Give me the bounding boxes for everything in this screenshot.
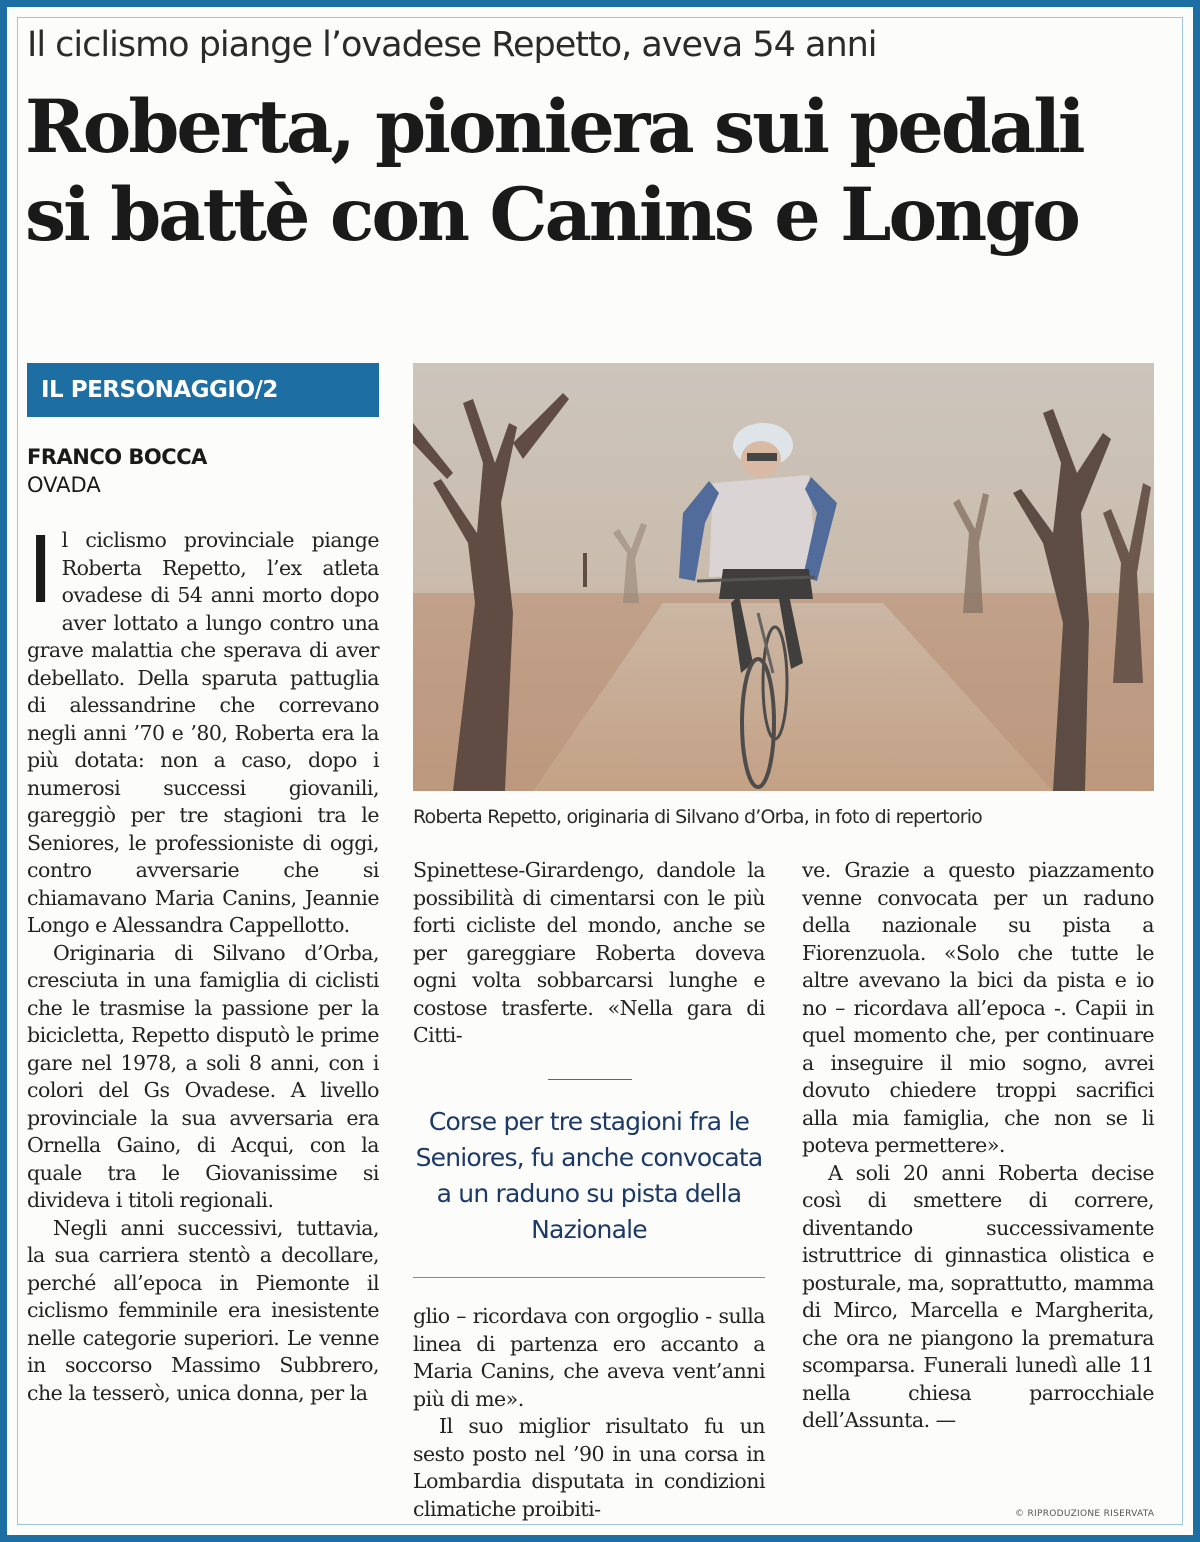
paragraph: Originaria di Silvano d’Orba, cresciuta in una famiglia di ciclisti che le trasmise la passione per la bicicletta, Repetto disputò le prime gare nel 1978, a soli 8 anni, con i colori del Gs Ovadese. A livello provinciale la sua avversaria era Ornella Gaino, di Acqui, con la quale tra le Giovanissime si divideva i titoli regionali.: [27, 940, 379, 1212]
article-kicker: Il ciclismo piange l’ovadese Repetto, aveva 54 anni: [27, 25, 877, 65]
drop-cap: I: [27, 517, 54, 624]
paragraph: Negli anni successivi, tuttavia, la sua carriera stentò a decollare, perché all’epoca in Piemonte il ciclismo femminile era inesistente nelle categorie superiori. Le venne in soccorso Massimo Subbrero, che la tesserò, unica donna, per la: [27, 1215, 379, 1405]
headline-line-2: si battè con Canins e Longo: [25, 172, 1078, 258]
author-byline: FRANCO BOCCA: [27, 445, 207, 469]
column-1: [27, 517, 379, 1407]
paragraph: ve. Grazie a questo piazzamento venne convocata per un raduno della nazionale su pista a Fiorenzuola. «Solo che tutte le altre avevano la bici da pista e io no – ricordava all’epoca -. Capii in quel momento che, per continuare a inseguire il mio sogno, avrei dovuto chiedere troppi sacrifici alla mia famiglia, che non se li poteva permettere».: [802, 858, 1154, 1157]
pull-quote-bottom-rule: [413, 1277, 765, 1278]
article-headline: [25, 83, 1195, 259]
headline-line-1: Roberta, pioniera sui pedali: [25, 84, 1083, 170]
pull-quote: Corse per tre stagioni fra le Seniores, fu anche convocata a un raduno su pista della Nazionale: [415, 1107, 763, 1244]
pull-quote-rule: [548, 1079, 632, 1080]
paragraph: [27, 517, 379, 940]
paragraph: A soli 20 anni Roberta decise così di smettere di correre, diventando successivamente istruttrice di ginnastica olistica e posturale, ma, soprattutto, mamma di Mirco, Marcella e Margherita, che ora ne piangono la prematura scomparsa. Funerali lunedì alle 11 nella chiesa parrocchiale dell’Assunta. —: [802, 1160, 1154, 1432]
article-photo: [413, 363, 1154, 791]
column-3: [802, 857, 1154, 1435]
paragraph-text: l ciclismo provinciale piange Roberta Repetto, l’ex atleta ovadese di 54 anni morto dopo aver lottato a lungo contro una grave malattia che sperava di aver debellato. Della sparuta pattuglia di alessandrine che correvano negli anni ’70 e ’80, Roberta era la più dotata: non a caso, dopo i numerosi successi giovanili, gareggiò per tre stagioni tra le Seniores, le professioniste di oggi, contro avversarie che si chiamavano Maria Canins, Jeannie Longo e Alessandra Cappellotto.: [27, 528, 379, 937]
column-2-top: [413, 857, 765, 1050]
column-2-bottom: [413, 1303, 765, 1523]
paragraph: glio – ricordava con orgoglio - sulla linea di partenza ero accanto a Maria Canins, che aveva vent’anni più di me».: [413, 1304, 765, 1411]
cyclist-photo-illustration: [413, 363, 1154, 791]
dateline: OVADA: [27, 473, 101, 497]
photo-caption: Roberta Repetto, originaria di Silvano d’Orba, in foto di repertorio: [413, 806, 983, 828]
copyright-notice: © RIPRODUZIONE RISERVATA: [1015, 1509, 1155, 1519]
paragraph: Spinettese-Girardengo, dandole la possibilità di cimentarsi con le più forti cicliste del mondo, anche se per gareggiare Roberta doveva ogni volta sobbarcarsi lunghe e costose trasferte. «Nella gara di Citti-: [413, 858, 765, 1047]
paragraph: Il suo miglior risultato fu un sesto posto nel ’90 in una corsa in Lombardia disputata in condizioni climatiche proibiti-: [413, 1414, 765, 1521]
section-tag: IL PERSONAGGIO/2: [27, 363, 379, 417]
